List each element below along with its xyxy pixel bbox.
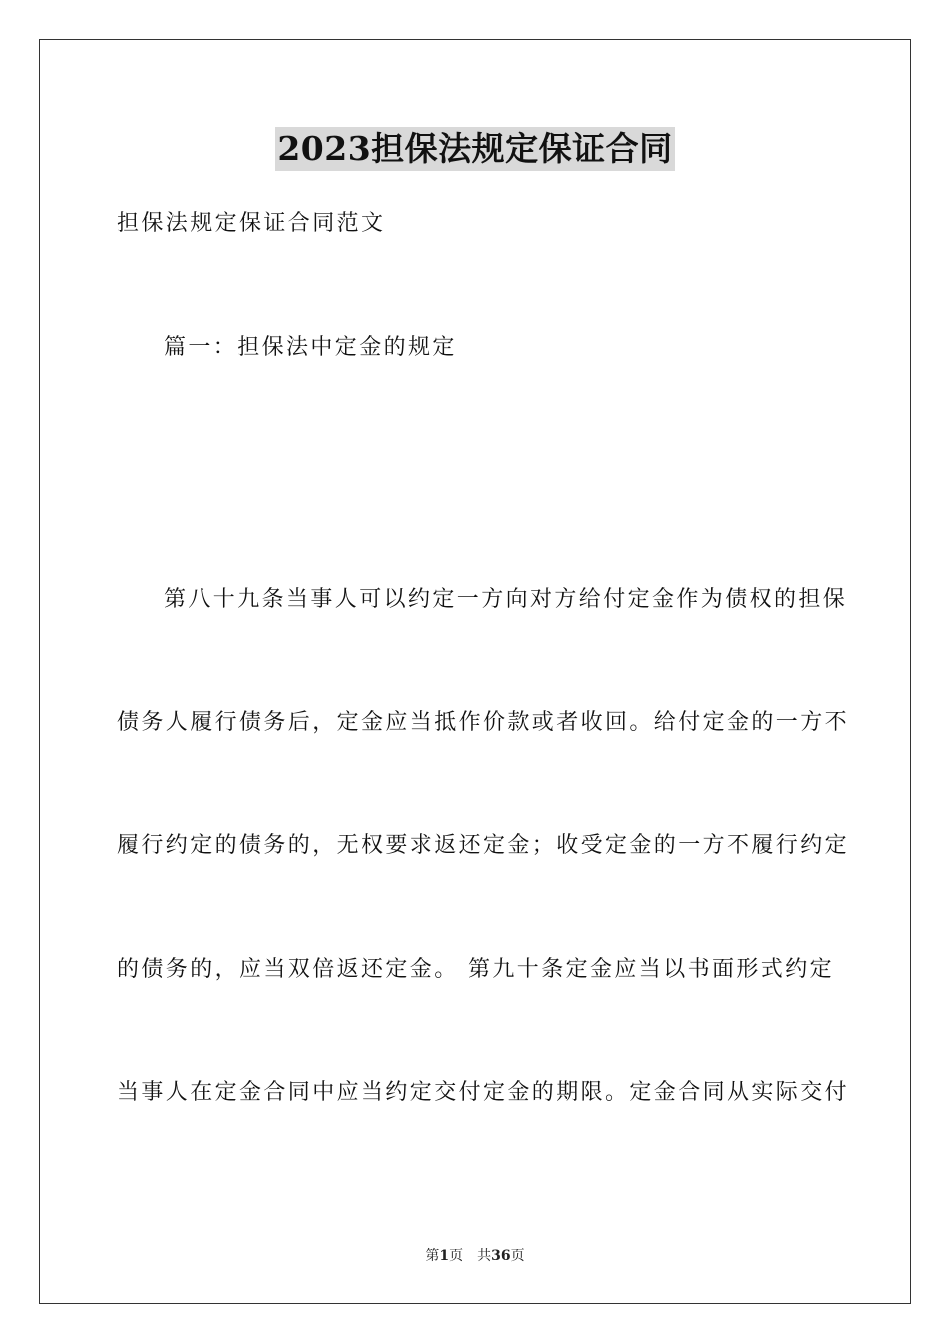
- section-heading: 篇一：担保法中定金的规定: [164, 335, 457, 360]
- body-line: 债务人履行债务后，定金应当抵作价款或者收回。给付定金的一方不: [117, 710, 850, 735]
- total-suffix: 页: [510, 1248, 525, 1264]
- body-line: 履行约定的债务的，无权要求返还定金；收受定金的一方不履行约定: [117, 833, 850, 858]
- body-line: 的债务的，应当双倍返还定金。 第九十条定金应当以书面形式约定: [117, 957, 834, 982]
- page-footer: [0, 1246, 950, 1266]
- title-container: [0, 127, 950, 171]
- document-title: 2023担保法规定保证合同: [275, 127, 674, 171]
- body-line: 第八十九条当事人可以约定一方向对方给付定金作为债权的担保: [164, 587, 848, 612]
- total-prefix: 共: [477, 1248, 492, 1264]
- total-pages: 36: [491, 1248, 511, 1264]
- page-number: 1: [439, 1248, 450, 1264]
- page-suffix: 页: [449, 1248, 464, 1264]
- page-prefix: 第: [425, 1248, 440, 1264]
- body-line: 当事人在定金合同中应当约定交付定金的期限。定金合同从实际交付: [117, 1080, 850, 1105]
- document-subtitle: 担保法规定保证合同范文: [117, 211, 386, 236]
